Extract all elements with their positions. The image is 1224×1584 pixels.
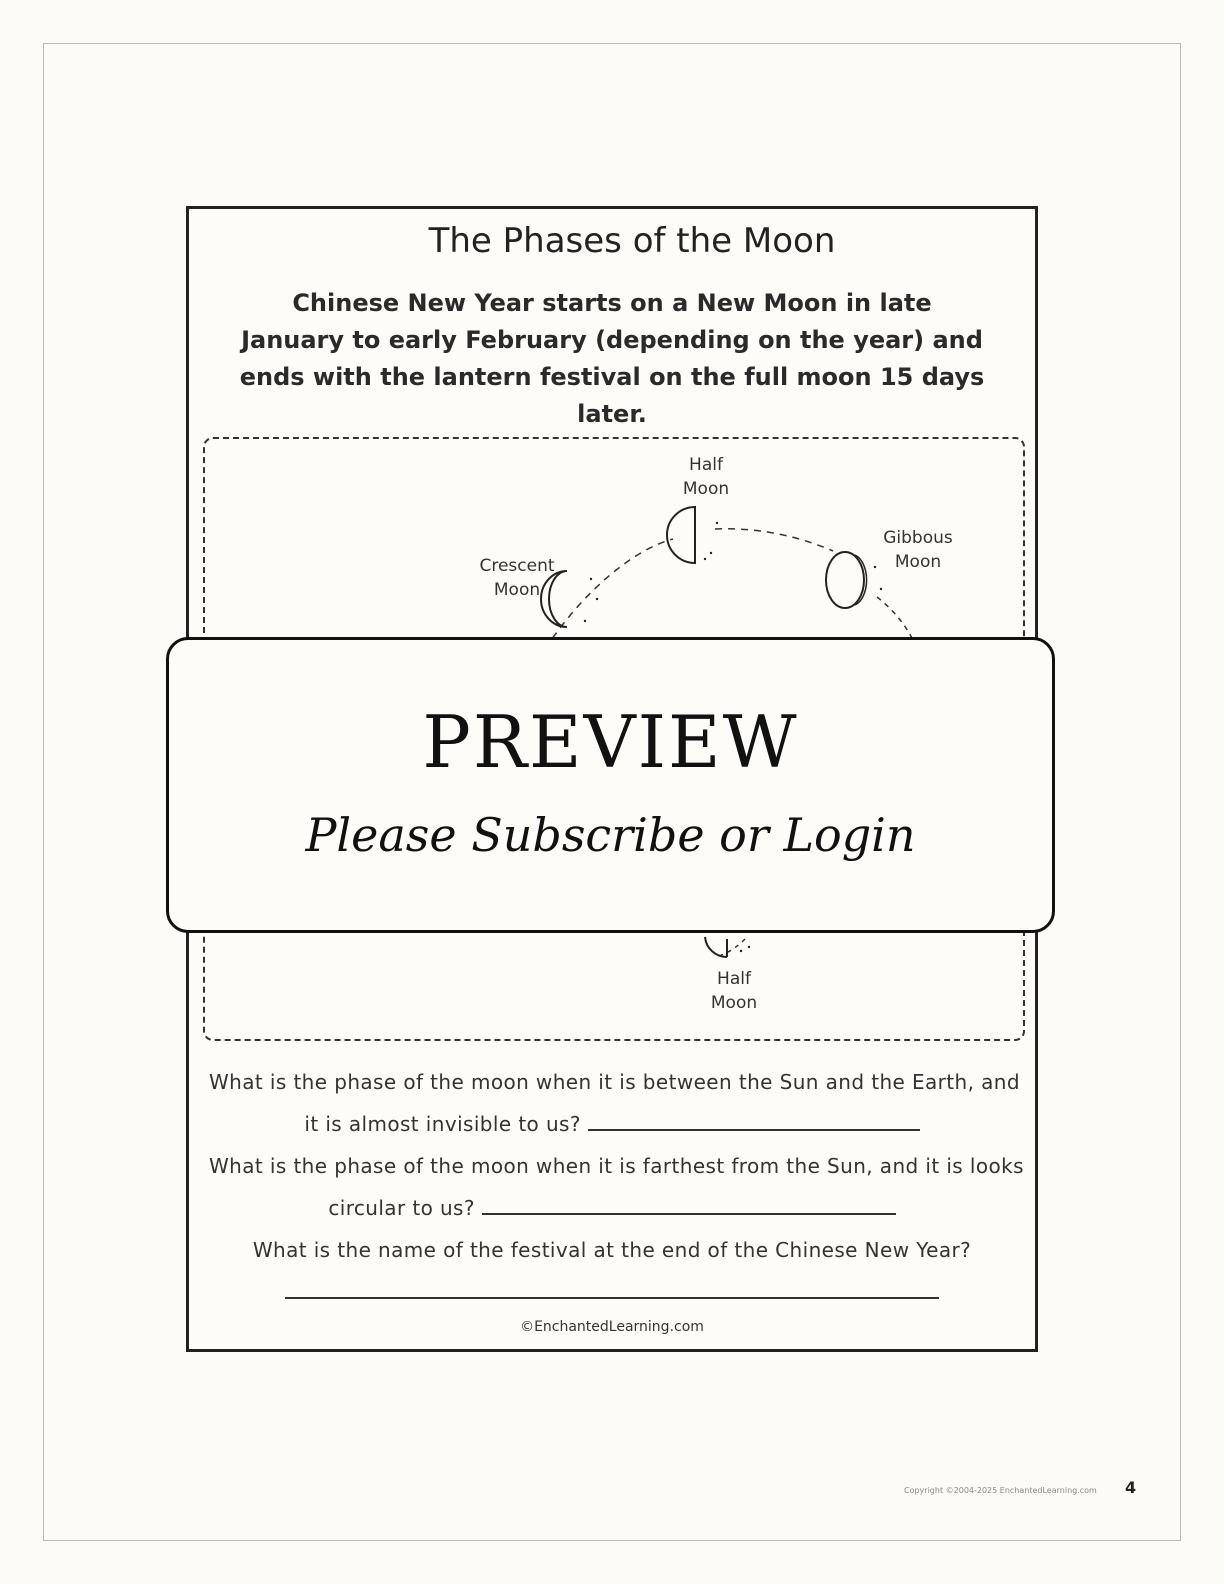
worksheet-credit: ©EnchantedLearning.com	[520, 1319, 704, 1335]
worksheet-title: The Phases of the Moon	[428, 221, 836, 261]
question-2-line-2: circular to us?	[209, 1187, 1015, 1229]
page-number: 4	[1125, 1478, 1137, 1497]
answer-blank-2[interactable]	[482, 1191, 896, 1215]
orbit-path-top	[715, 529, 833, 551]
worksheet-intro: Chinese New Year starts on a New Moon in late January to early February (depending on the year) and ends with the lantern festival on the full moon 15 days later.	[239, 289, 985, 428]
question-3-line-1: What is the name of the festival at the end of the Chinese New Year?	[252, 1238, 972, 1262]
orbit-path-bottom	[721, 939, 745, 955]
label-crescent-moon: Crescent Moon	[479, 556, 555, 600]
question-1-line-1: What is the phase of the moon when it is between the Sun and the Earth, and	[209, 1070, 1020, 1094]
label-half-moon-top: Half Moon	[682, 455, 730, 499]
label-gibbous-moon: Gibbous Moon	[883, 528, 953, 572]
question-2-line-1: What is the phase of the moon when it is farthest from the Sun, and it is looks	[209, 1154, 1024, 1178]
preview-title: PREVIEW	[422, 700, 799, 784]
answer-blank-3[interactable]	[285, 1275, 939, 1299]
page-copyright: Copyright ©2004-2025 EnchantedLearning.com	[904, 1486, 1097, 1495]
question-1-line-2: it is almost invisible to us?	[209, 1103, 1015, 1145]
subscribe-login-prompt[interactable]: Please Subscribe or Login	[305, 808, 916, 862]
question-3-answer-line	[209, 1271, 1015, 1313]
preview-overlay[interactable]	[166, 637, 1055, 933]
label-half-moon-bottom: Half Moon	[710, 969, 758, 1013]
answer-blank-1[interactable]	[588, 1107, 920, 1131]
half-moon-top-icon	[667, 507, 718, 563]
questions	[209, 1061, 1024, 1313]
